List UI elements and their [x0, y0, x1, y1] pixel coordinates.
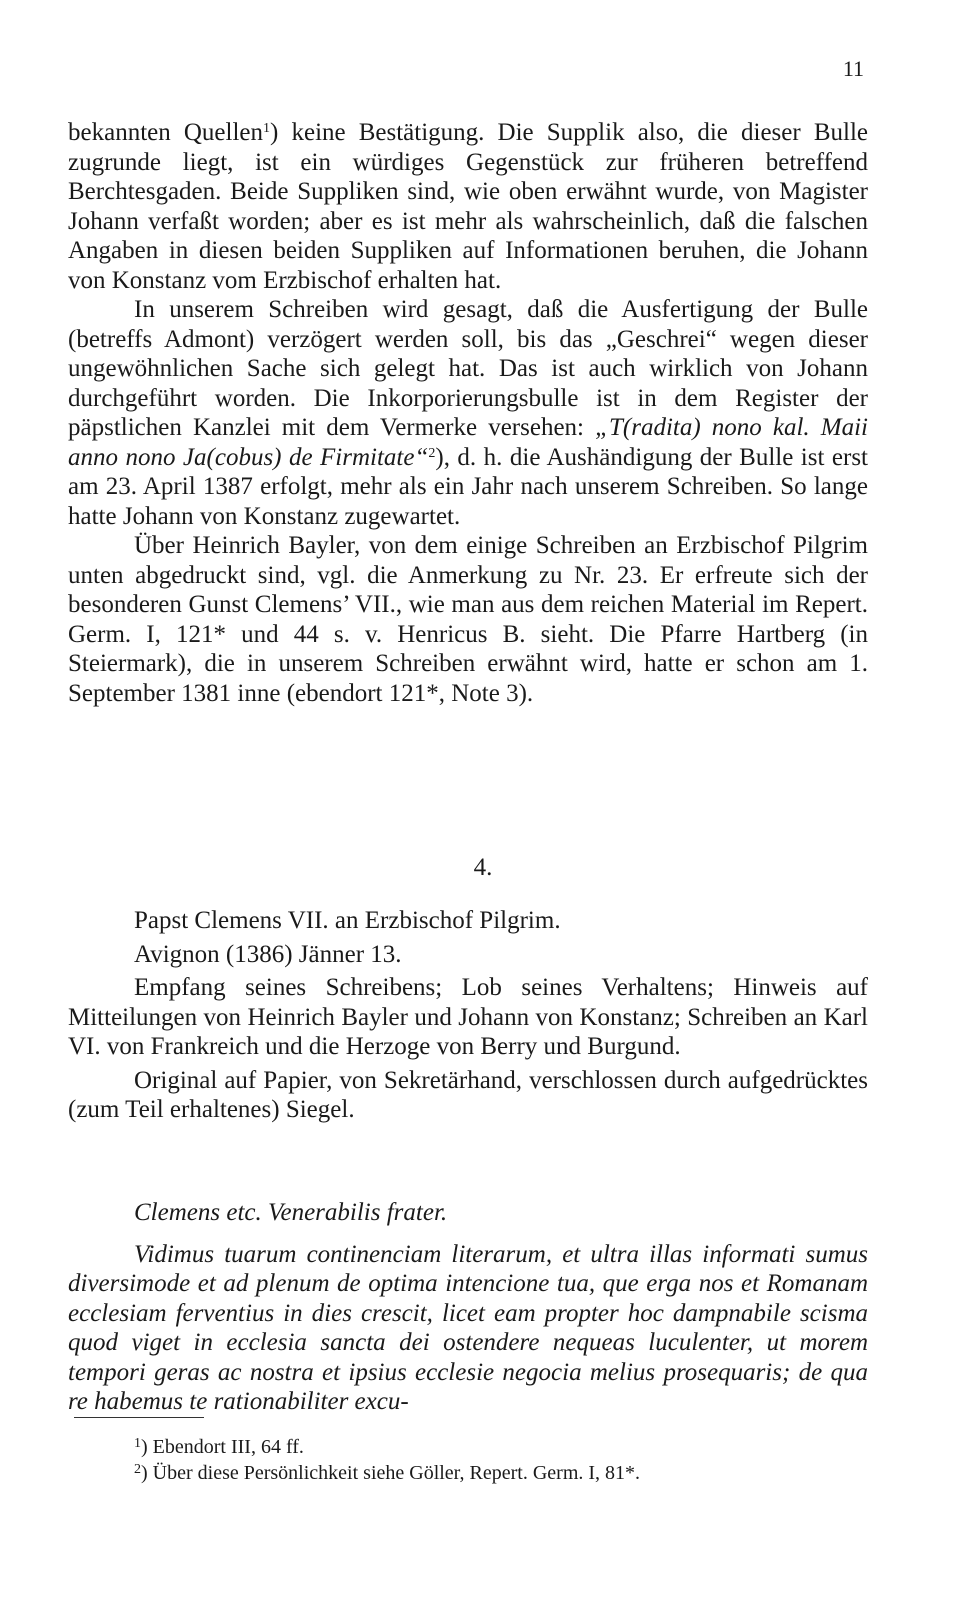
- intro-text: [68, 118, 868, 708]
- footnote-ref: 2: [428, 445, 436, 461]
- footnote-text: ) Ebendort III, 64 ff.: [141, 1436, 304, 1458]
- latin-body: Vidimus tuarum continenciam literarum, et ultra illas informati sumus diversimode et ad plenum de optima intencione tua, que erga nos et Romanam ecclesiam ferventius in dies crescit, licet eam propter hoc dampnabile scisma quod viget in ecclesia sancta dei ostendere nequeas luculenter, ut morem tempori geras ac nostra et ipsius ecclesie negocia melius prosequaris; de qua re habemus te rationabiliter excu-: [68, 1240, 868, 1415]
- text-run: ) keine Bestätigung. Die Supplik also, die dieser Bulle zugrunde liegt, ist ein würdiges Gegenstück zur früheren betreffend Berchtesgaden. Beide Suppliken sind, wie oben erwähnt wurde, von Magister Johann verfaßt worden; aber es ist mehr als wahrscheinlich, daß die falschen Angaben in diesen beiden Suppliken auf Informationen beruhen, die Johann von Konstanz vom Erzbischof erhalten hat.: [68, 119, 868, 294]
- text-run: bekannten Quellen: [68, 119, 264, 146]
- footnote-1: [134, 1434, 894, 1460]
- italic-quote: „T(radita) nono kal. Maii anno nono Ja(cobus) de Firmitate“: [68, 414, 868, 471]
- document-title: Papst Clemens VII. an Erzbischof Pilgrim.: [134, 907, 561, 934]
- section-number: 4.: [473, 854, 493, 881]
- footnote-ref: 1: [263, 121, 271, 136]
- footnote-rule: [74, 1417, 204, 1418]
- footnotes: [134, 1434, 894, 1486]
- document-summary: Empfang seines Schreibens; Lob seines Verhaltens; Hinweis auf Mitteilungen von Heinrich Bayler und Johann von Konstanz; Schreiben an Karl VI. von Frankreich und die Herzoge von Berry und Burgund.: [68, 974, 868, 1060]
- text-run: ), d. h. die Aushändigung der Bulle ist erst am 23. April 1387 erfolgt, mehr als ein Jahr nach unserem Schreiben. So lange hatte Johann von Konstanz zugewartet.: [68, 443, 868, 530]
- latin-salutation: Clemens etc. Venerabilis frater.: [134, 1199, 448, 1226]
- text-run: In unserem Schreiben wird gesagt, daß die Ausfertigung der Bulle (betreffs Admont) verzögert werden soll, bis das „Geschrei“ wegen dieser ungewöhnlichen Sache sich gelegt hat. Das ist auch wirklich von Johann durchgeführt worden. Die Inkorporierungsbulle ist in dem Register der päpstlichen Kanzlei mit dem Vermerke versehen:: [68, 296, 868, 441]
- intro-paragraph-1: [68, 118, 868, 295]
- document-place-date: Avignon (1386) Jänner 13.: [134, 940, 402, 968]
- footnote-2: [134, 1460, 894, 1486]
- page-number: 11: [842, 56, 864, 81]
- footnote-number: 1: [134, 1436, 141, 1451]
- footnote-text: ) Über diese Persönlichkeit siehe Göller, Repert. Germ. I, 81*.: [141, 1462, 641, 1484]
- footnote-number: 2: [134, 1462, 141, 1477]
- intro-paragraph-3: [68, 531, 868, 708]
- intro-paragraph-2: [68, 295, 868, 531]
- document-source: Original auf Papier, von Sekretärhand, verschlossen durch aufgedrücktes (zum Teil erhaltenes) Siegel.: [68, 1066, 868, 1123]
- latin-text: [68, 1198, 868, 1417]
- text-run: Über Heinrich Bayler, von dem einige Schreiben an Erzbischof Pilgrim unten abgedruckt sind, vgl. die Anmerkung zu Nr. 23. Er erfreute sich der besonderen Gunst Clemens’ VII., wie man aus dem reichen Material im Repert. Germ. I, 121* und 44 s. v. Henricus B. sieht. Die Pfarre Hartberg (in Steiermark), die in unserem Schreiben erwähnt wird, hatte er schon am 1. September 1381 inne (ebendort 121*, Note 3).: [68, 532, 868, 707]
- document-header: [68, 906, 868, 1125]
